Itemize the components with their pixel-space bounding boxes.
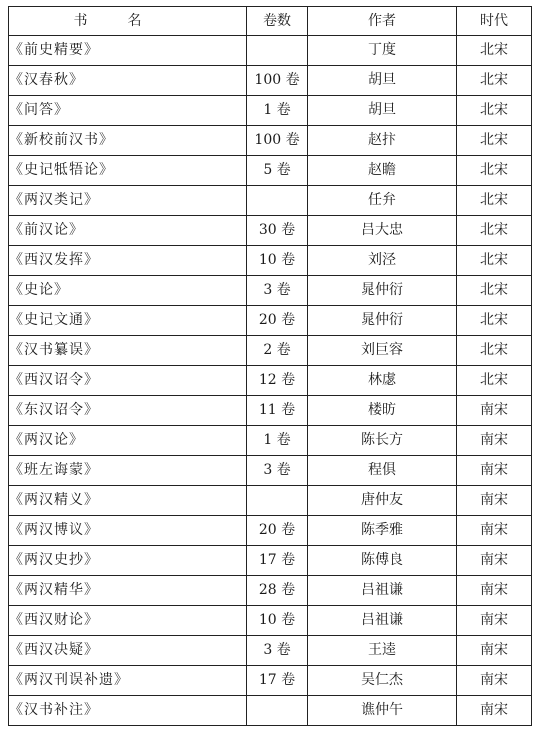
cell-author: 晁仲衍 — [308, 276, 457, 306]
cell-title: 《汉书纂误》 — [9, 336, 247, 366]
cell-title: 《两汉刊误补遗》 — [9, 666, 247, 696]
cell-volumes — [247, 186, 308, 216]
cell-volumes — [247, 486, 308, 516]
cell-volumes: 10 卷 — [247, 246, 308, 276]
cell-title: 《两汉精义》 — [9, 486, 247, 516]
table-body — [9, 36, 532, 726]
cell-author: 陈季雅 — [308, 516, 457, 546]
cell-author: 吕祖谦 — [308, 576, 457, 606]
table-row — [9, 336, 532, 366]
cell-era: 北宋 — [457, 276, 532, 306]
cell-author: 刘巨容 — [308, 336, 457, 366]
header-row — [9, 7, 532, 36]
cell-era: 北宋 — [457, 336, 532, 366]
cell-era: 北宋 — [457, 306, 532, 336]
cell-volumes: 17 卷 — [247, 666, 308, 696]
cell-era: 北宋 — [457, 36, 532, 66]
cell-volumes: 20 卷 — [247, 306, 308, 336]
cell-volumes: 3 卷 — [247, 276, 308, 306]
cell-title: 《西汉诏令》 — [9, 366, 247, 396]
cell-era: 南宋 — [457, 396, 532, 426]
cell-volumes: 12 卷 — [247, 366, 308, 396]
cell-author: 陈长方 — [308, 426, 457, 456]
cell-volumes: 17 卷 — [247, 546, 308, 576]
cell-era: 北宋 — [457, 66, 532, 96]
table-row — [9, 126, 532, 156]
table-row — [9, 96, 532, 126]
cell-title: 《两汉论》 — [9, 426, 247, 456]
cell-era: 南宋 — [457, 516, 532, 546]
book-table — [8, 6, 532, 726]
table-row — [9, 366, 532, 396]
cell-volumes: 3 卷 — [247, 456, 308, 486]
cell-era: 南宋 — [457, 636, 532, 666]
table-row — [9, 246, 532, 276]
cell-era: 北宋 — [457, 246, 532, 276]
cell-author: 刘泾 — [308, 246, 457, 276]
table-row — [9, 156, 532, 186]
cell-title: 《前史精要》 — [9, 36, 247, 66]
cell-era: 南宋 — [457, 666, 532, 696]
cell-volumes: 11 卷 — [247, 396, 308, 426]
cell-era: 北宋 — [457, 366, 532, 396]
cell-title: 《新校前汉书》 — [9, 126, 247, 156]
cell-volumes: 1 卷 — [247, 426, 308, 456]
cell-title: 《两汉博议》 — [9, 516, 247, 546]
header-era: 时代 — [457, 7, 532, 36]
cell-volumes: 3 卷 — [247, 636, 308, 666]
cell-title: 《史记牴牾论》 — [9, 156, 247, 186]
cell-author: 陈傅良 — [308, 546, 457, 576]
table-row — [9, 66, 532, 96]
cell-title: 《西汉发挥》 — [9, 246, 247, 276]
table-row — [9, 666, 532, 696]
header-volumes: 卷数 — [247, 7, 308, 36]
table-row — [9, 696, 532, 726]
cell-author: 胡旦 — [308, 66, 457, 96]
cell-era: 南宋 — [457, 486, 532, 516]
table-row — [9, 216, 532, 246]
cell-title: 《东汉诏令》 — [9, 396, 247, 426]
table-row — [9, 426, 532, 456]
table-row — [9, 36, 532, 66]
cell-era: 南宋 — [457, 606, 532, 636]
cell-era: 北宋 — [457, 126, 532, 156]
cell-author: 谯仲午 — [308, 696, 457, 726]
cell-author: 吕祖谦 — [308, 606, 457, 636]
cell-volumes: 2 卷 — [247, 336, 308, 366]
cell-era: 南宋 — [457, 426, 532, 456]
cell-volumes — [247, 36, 308, 66]
cell-author: 程俱 — [308, 456, 457, 486]
table-row — [9, 486, 532, 516]
cell-volumes: 100 卷 — [247, 126, 308, 156]
table-row — [9, 456, 532, 486]
cell-author: 赵抃 — [308, 126, 457, 156]
cell-era: 南宋 — [457, 696, 532, 726]
cell-era: 南宋 — [457, 456, 532, 486]
cell-title: 《史记文通》 — [9, 306, 247, 336]
table-row — [9, 276, 532, 306]
cell-era: 北宋 — [457, 216, 532, 246]
header-title: 书名 — [9, 7, 247, 36]
cell-title: 《西汉财论》 — [9, 606, 247, 636]
cell-author: 吕大忠 — [308, 216, 457, 246]
table-header — [9, 7, 532, 36]
cell-author: 任弁 — [308, 186, 457, 216]
cell-volumes: 100 卷 — [247, 66, 308, 96]
cell-author: 丁度 — [308, 36, 457, 66]
table-row — [9, 396, 532, 426]
cell-author: 胡旦 — [308, 96, 457, 126]
cell-era: 北宋 — [457, 186, 532, 216]
cell-author: 楼昉 — [308, 396, 457, 426]
cell-title: 《两汉史抄》 — [9, 546, 247, 576]
cell-title: 《两汉类记》 — [9, 186, 247, 216]
cell-author: 王逵 — [308, 636, 457, 666]
table-row — [9, 186, 532, 216]
table-row — [9, 606, 532, 636]
cell-volumes: 10 卷 — [247, 606, 308, 636]
cell-volumes: 28 卷 — [247, 576, 308, 606]
cell-era: 北宋 — [457, 156, 532, 186]
table-row — [9, 516, 532, 546]
cell-title: 《前汉论》 — [9, 216, 247, 246]
table-row — [9, 636, 532, 666]
cell-title: 《问答》 — [9, 96, 247, 126]
cell-author: 唐仲友 — [308, 486, 457, 516]
cell-era: 南宋 — [457, 576, 532, 606]
cell-volumes: 30 卷 — [247, 216, 308, 246]
cell-volumes: 1 卷 — [247, 96, 308, 126]
cell-era: 北宋 — [457, 96, 532, 126]
header-author: 作者 — [308, 7, 457, 36]
cell-title: 《汉书补注》 — [9, 696, 247, 726]
cell-author: 赵瞻 — [308, 156, 457, 186]
cell-author: 林虙 — [308, 366, 457, 396]
cell-volumes — [247, 696, 308, 726]
cell-author: 晁仲衍 — [308, 306, 457, 336]
cell-volumes: 20 卷 — [247, 516, 308, 546]
cell-author: 吴仁杰 — [308, 666, 457, 696]
cell-title: 《西汉决疑》 — [9, 636, 247, 666]
table-row — [9, 576, 532, 606]
table-row — [9, 546, 532, 576]
cell-volumes: 5 卷 — [247, 156, 308, 186]
cell-title: 《汉春秋》 — [9, 66, 247, 96]
cell-title: 《两汉精华》 — [9, 576, 247, 606]
cell-era: 南宋 — [457, 546, 532, 576]
cell-title: 《班左诲蒙》 — [9, 456, 247, 486]
table-row — [9, 306, 532, 336]
cell-title: 《史论》 — [9, 276, 247, 306]
